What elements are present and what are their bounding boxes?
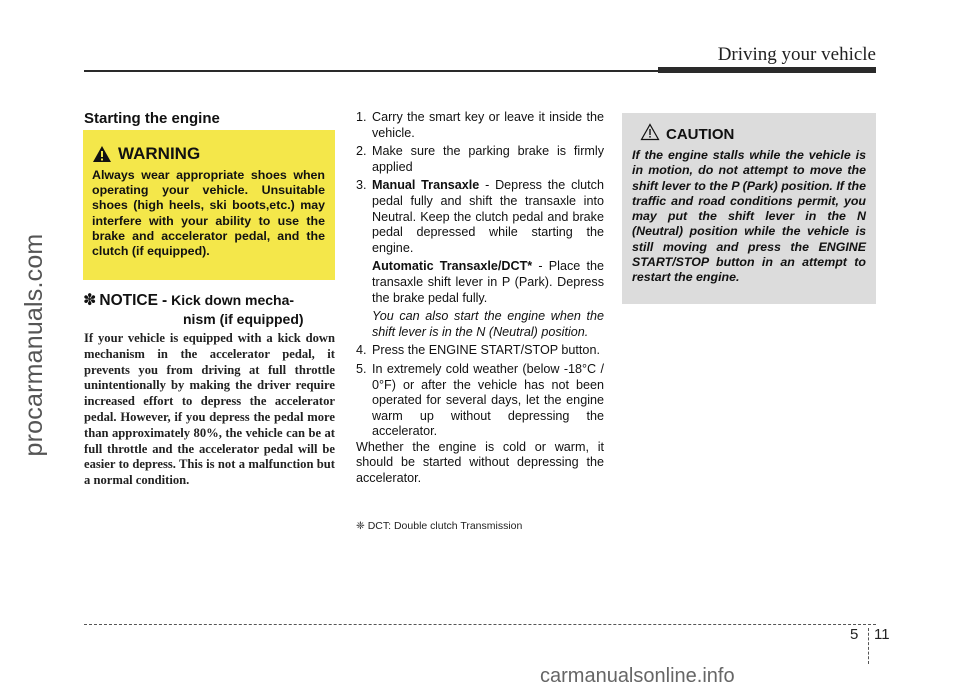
step-5: [356, 362, 604, 440]
bottom-watermark: carmanualsonline.info: [540, 665, 735, 687]
section-title: Starting the engine: [84, 110, 220, 127]
step-text: Press the ENGINE START/STOP button.: [372, 343, 600, 358]
step-text: - Depress the clutch pedal fully and shift the transaxle into Neutral. Keep the clutch pedal and brake pedal depressed while starting the engine.: [372, 178, 604, 255]
caution-header: [640, 123, 866, 146]
step-2: [356, 144, 604, 175]
step-4: [356, 343, 604, 359]
step-number: 2.: [356, 144, 367, 159]
step-number: 5.: [356, 361, 367, 376]
step-text: - Place the transaxle shift lever in P (Park). Depress the brake pedal fully.: [372, 259, 604, 305]
notice-star-icon: ✽: [83, 292, 97, 309]
step-1: [356, 110, 604, 141]
manual-transaxle-label: Manual Transaxle: [372, 178, 480, 193]
step-text: Carry the smart key or leave it inside the vehicle.: [372, 110, 604, 140]
notice-title-line1: Kick down mecha-: [171, 292, 295, 308]
footer-rule: [84, 624, 876, 625]
header-rule: [84, 70, 658, 72]
automatic-transaxle-label: Automatic Transaxle/DCT*: [372, 259, 533, 274]
warning-header: [92, 144, 325, 164]
steps-list: [356, 110, 604, 487]
page-number: 11: [874, 626, 890, 643]
page-divider: [868, 628, 869, 664]
header-rule-thick: [658, 67, 876, 73]
side-watermark: procarmanuals.com: [20, 233, 48, 457]
step-number: 4.: [356, 343, 367, 358]
step-text: In extremely cold weather (below -18°C / 0°F) or after the vehicle has not been operated for several days, let the engine warm up without depressing the accelerator.: [372, 361, 604, 439]
warning-body: Always wear appropriate shoes when operating your vehicle. Unsuitable shoes (high heels, ski boots,etc.) may interfere with your ability to use the brake and accelerator pedal, and the clutch (if equipped).: [92, 168, 325, 259]
caution-box: [622, 113, 876, 304]
notice-dash: -: [161, 292, 168, 309]
notice-body: If your vehicle is equipped with a kick down mechanism in the accelerator pedal, it prevents you from driving at full throttle unintentionally by making the driver require increased effort to depress the accelerator pedal. However, if you depress the pedal more than approximately 80%, the vehicle can be at full throttle and the accelerator pedal will be easier to depress. This is not a malfunction but a normal condition.: [84, 331, 335, 488]
step-3-note: You can also start the engine when the shift lever is in the N (Neutral) position.: [372, 309, 604, 339]
caution-body: If the engine stalls while the vehicle is in motion, do not attempt to move the shift lever to the P (Park) position. If the traffic and road conditions permit, you may put the shift lever in the N (Neutral) position while the vehicle is still moving and press the ENGINE START/STOP button in an attempt to restart the engine.: [632, 148, 866, 285]
caution-title: CAUTION: [666, 126, 735, 143]
step-3: [356, 178, 604, 256]
step-3-automatic: [356, 259, 604, 306]
notice-title-line2: nism (if equipped): [183, 311, 304, 327]
step-number: 3.: [356, 178, 367, 193]
notice-header: [83, 290, 335, 327]
step-number: 1.: [356, 110, 367, 124]
page-section-number: 5: [850, 626, 859, 643]
warning-triangle-icon: [92, 145, 112, 163]
closing-paragraph: Whether the engine is cold or warm, it should be started without depressing the accelerator.: [356, 439, 604, 486]
notice-label: NOTICE: [99, 292, 158, 309]
caution-triangle-icon: [640, 123, 660, 146]
footnote: ❈ DCT: Double clutch Transmission: [356, 520, 523, 532]
header-title: Driving your vehicle: [717, 44, 876, 65]
warning-box: [83, 130, 335, 280]
step-text: Make sure the parking brake is firmly applied: [372, 144, 604, 174]
warning-title: WARNING: [118, 144, 201, 163]
